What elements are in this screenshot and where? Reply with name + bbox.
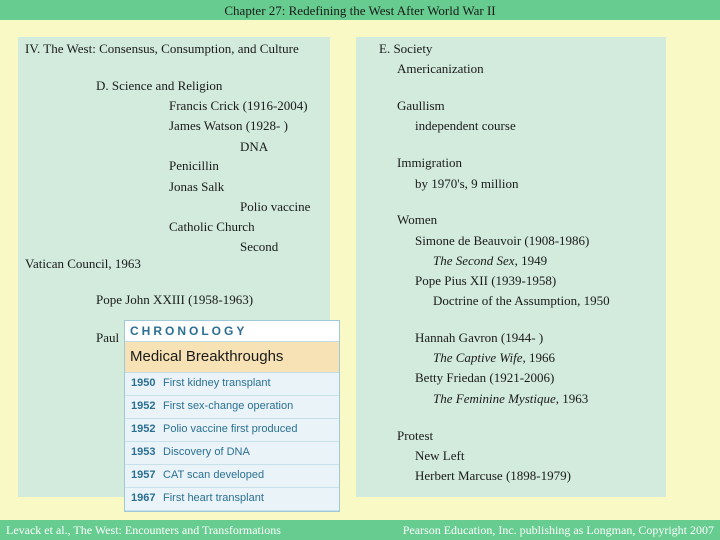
feminine-title: The Feminine Mystique	[433, 391, 556, 406]
footer-bar	[0, 520, 720, 540]
watson-text: James Watson (1928- )	[169, 118, 288, 133]
chronology-row	[125, 373, 339, 396]
immigration-detail: by 1970's, 9 million	[415, 176, 519, 191]
chronology-box	[124, 320, 340, 512]
new-left-text: New Left	[415, 448, 465, 463]
chronology-header	[125, 321, 339, 342]
chronology-event: First kidney transplant	[163, 377, 271, 389]
dna-text: DNA	[240, 139, 269, 154]
captive-wife-year: , 1966	[522, 350, 556, 365]
second-text: Second	[240, 239, 279, 254]
footer-copyright: Pearson Education, Inc. publishing as Longman, Copyright 2007	[402, 523, 714, 537]
gavron-text: Hannah Gavron (1944- )	[415, 330, 544, 345]
assumption-text: Doctrine of the Assumption, 1950	[433, 293, 610, 308]
americanization-text: Americanization	[397, 61, 484, 76]
second-sex-year: , 1949	[514, 253, 548, 268]
chronology-row	[125, 419, 339, 442]
vatican-text: Vatican Council, 1963	[25, 256, 141, 271]
section-heading: IV. The West: Consensus, Consumption, and Culture	[25, 41, 299, 56]
header-bar	[0, 0, 720, 20]
second-sex-text	[433, 253, 547, 268]
chronology-event: Discovery of DNA	[163, 446, 250, 458]
friedan-text: Betty Friedan (1921-2006)	[415, 370, 555, 385]
paul-text: Paul	[96, 330, 120, 345]
subsection-heading: D. Science and Religion	[96, 78, 223, 93]
chronology-event: First sex-change operation	[163, 400, 294, 412]
women-text: Women	[397, 212, 438, 227]
gaullism-text: Gaullism	[397, 98, 445, 113]
immigration-text: Immigration	[397, 155, 462, 170]
second-sex-title: The Second Sex	[433, 253, 515, 268]
captive-wife-text	[433, 350, 555, 365]
independent-text: independent course	[415, 118, 516, 133]
society-heading: E. Society	[379, 41, 433, 56]
chronology-year: 1957	[131, 469, 156, 481]
chronology-row	[125, 396, 339, 419]
chronology-row	[125, 465, 339, 488]
chronology-year: 1953	[131, 446, 156, 458]
salk-text: Jonas Salk	[169, 179, 225, 194]
chronology-label: CHRONOLOGY	[130, 324, 248, 338]
beauvoir-text: Simone de Beauvoir (1908-1986)	[415, 233, 590, 248]
chronology-year: 1952	[131, 400, 156, 412]
chronology-event: CAT scan developed	[163, 469, 265, 481]
chronology-row	[125, 488, 339, 511]
chronology-event: Polio vaccine first produced	[163, 423, 298, 435]
catholic-text: Catholic Church	[169, 219, 255, 234]
chronology-title-row	[125, 342, 339, 373]
chronology-year: 1967	[131, 492, 156, 504]
feminine-mystique-text	[433, 391, 588, 406]
chronology-row	[125, 442, 339, 465]
chronology-event: First heart transplant	[163, 492, 264, 504]
crick-text: Francis Crick (1916-2004)	[169, 98, 308, 113]
marcuse-text: Herbert Marcuse (1898-1979)	[415, 468, 571, 483]
footer-citation: Levack et al., The West: Encounters and Transformations	[6, 523, 281, 537]
chronology-year: 1952	[131, 423, 156, 435]
chronology-year: 1950	[131, 377, 156, 389]
pope-john-text: Pope John XXIII (1958-1963)	[96, 292, 254, 307]
captive-wife-title: The Captive Wife	[433, 350, 523, 365]
chronology-title: Medical Breakthroughs	[130, 348, 284, 365]
protest-text: Protest	[397, 428, 434, 443]
slide-title: Chapter 27: Redefining the West After World War II	[224, 3, 496, 18]
pius-text: Pope Pius XII (1939-1958)	[415, 273, 557, 288]
polio-text: Polio vaccine	[240, 199, 311, 214]
feminine-year: , 1963	[555, 391, 589, 406]
penicillin-text: Penicillin	[169, 158, 219, 173]
